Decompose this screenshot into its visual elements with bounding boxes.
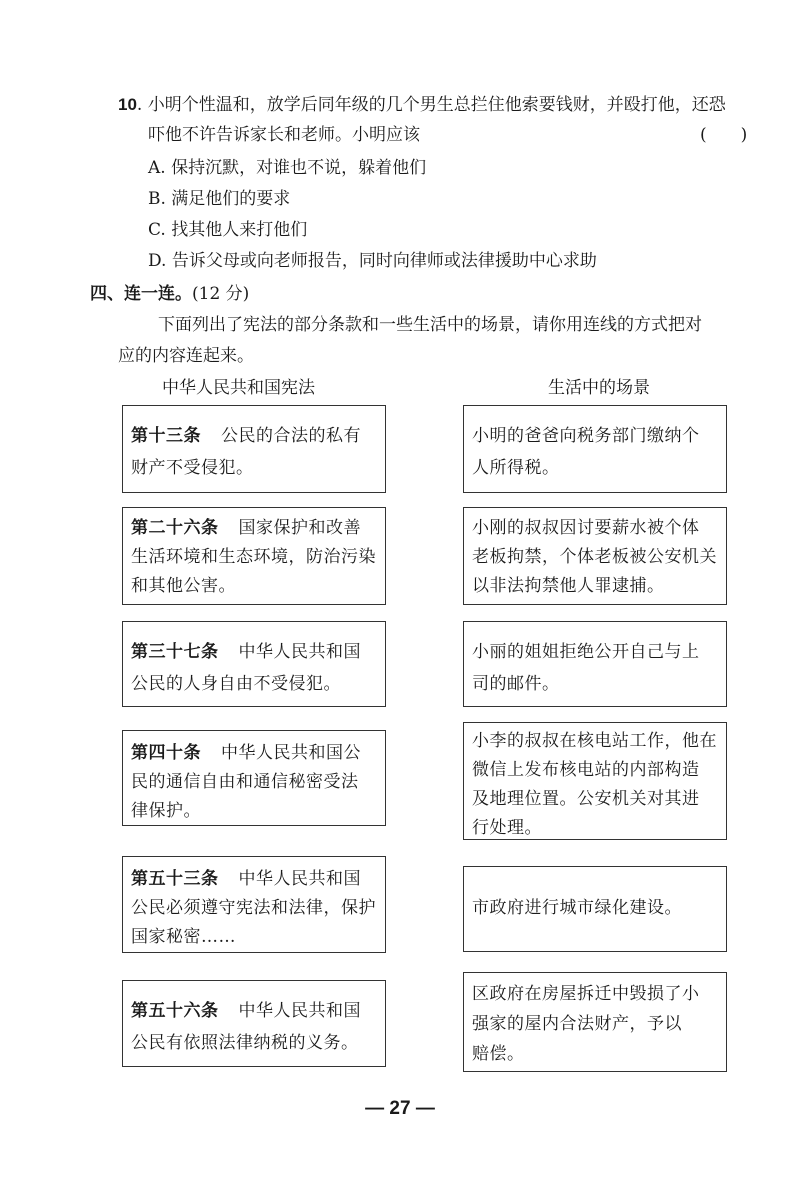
article-label: 第五十三条 xyxy=(131,869,219,889)
option-b: B. 满足他们的要求 xyxy=(148,189,291,209)
answer-bracket: ( ) xyxy=(700,125,748,145)
article-label: 第二十六条 xyxy=(131,518,219,538)
article-box-37[interactable]: 第三十七条 中华人民共和国 公民的人身自由不受侵犯。 xyxy=(122,621,386,707)
option-d: D. 告诉父母或向老师报告，同时向律师或法律援助中心求助 xyxy=(148,251,597,271)
instruction-line2: 应的内容连起来。 xyxy=(118,346,254,366)
page-number: — 27 — xyxy=(365,1098,435,1119)
question-10-line1: 10. 小明个性温和，放学后同年级的几个男生总拦住他索要钱财，并殴打他，还恐 xyxy=(118,95,726,115)
article-box-13[interactable]: 第十三条 公民的合法的私有 财产不受侵犯。 xyxy=(122,405,386,493)
article-label: 第四十条 xyxy=(131,743,201,763)
article-label: 第三十七条 xyxy=(131,642,219,662)
instruction-line1: 下面列出了宪法的部分条款和一些生活中的场景，请你用连线的方式把对 xyxy=(158,315,702,335)
article-label: 第五十六条 xyxy=(131,1001,219,1021)
left-column-header: 中华人民共和国宪法 xyxy=(162,378,315,398)
option-c: C. 找其他人来打他们 xyxy=(148,220,308,240)
scene-box-mail[interactable]: 小丽的姐姐拒绝公开自己与上 司的邮件。 xyxy=(463,621,727,707)
article-label: 第十三条 xyxy=(131,426,201,446)
article-box-56[interactable]: 第五十六条 中华人民共和国 公民有依照法律纳税的义务。 xyxy=(122,980,386,1067)
question-number: 10 xyxy=(118,95,137,114)
scene-box-detention[interactable]: 小刚的叔叔因讨要薪水被个体 老板拘禁，个体老板被公安机关 以非法拘禁他人罪逮捕。 xyxy=(463,507,727,605)
question-10-line2: 吓他不许告诉家长和老师。小明应该 xyxy=(148,125,420,145)
scene-box-secret[interactable]: 小李的叔叔在核电站工作，他在 微信上发布核电站的内部构造 及地理位置。公安机关对其进 行处理。 xyxy=(463,722,727,840)
article-box-53[interactable]: 第五十三条 中华人民共和国 公民必须遵守宪法和法律，保护 国家秘密…… xyxy=(122,856,386,953)
article-box-26[interactable]: 第二十六条 国家保护和改善 生活环境和生态环境，防治污染 和其他公害。 xyxy=(122,507,386,605)
section-4-heading xyxy=(90,283,249,305)
right-column-header: 生活中的场景 xyxy=(548,378,650,398)
section-title: 四、连一连。 xyxy=(90,284,192,304)
section-score: (12 分) xyxy=(192,284,250,304)
scene-box-greening[interactable]: 市政府进行城市绿化建设。 xyxy=(463,866,727,952)
article-box-40[interactable]: 第四十条 中华人民共和国公 民的通信自由和通信秘密受法 律保护。 xyxy=(122,730,386,826)
scene-box-tax[interactable]: 小明的爸爸向税务部门缴纳个 人所得税。 xyxy=(463,405,727,493)
option-a: A. 保持沉默，对谁也不说，躲着他们 xyxy=(148,158,427,178)
scene-box-compensation[interactable]: 区政府在房屋拆迁中毁损了小 强家的屋内合法财产，予以 赔偿。 xyxy=(463,972,727,1072)
